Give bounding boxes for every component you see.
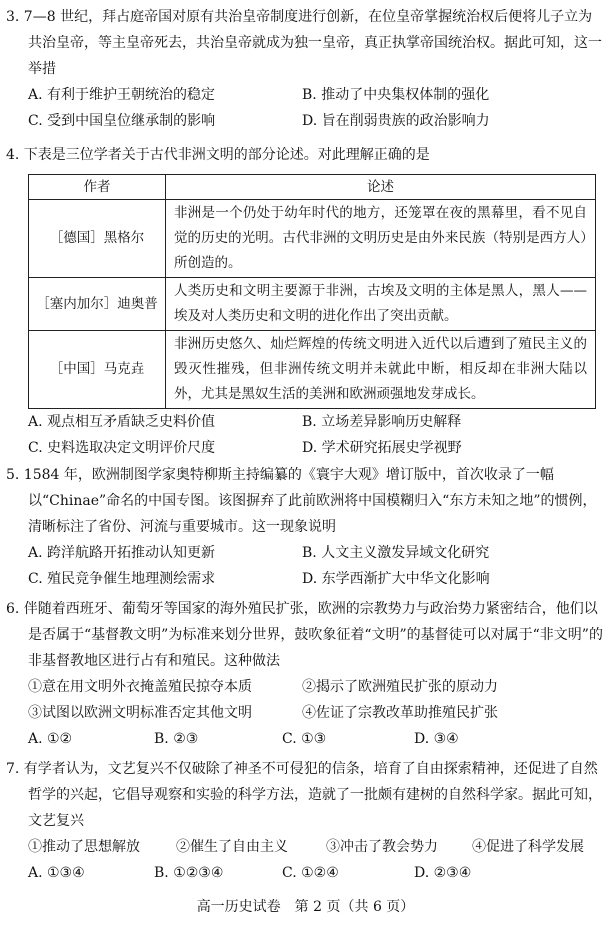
scholars-table [28, 174, 596, 409]
question-5-stem: 5. 1584 年，欧洲制图学家奥特柳斯主持编纂的《寰宇大观》增订版中，首次收录了一幅以“Chinae”命名的中国专图。该图摒弃了此前欧洲将中国模糊归入“东方未知之地”的惯例，清晰标注了省份、河流与重要城市。这一现象说明 [6, 467, 597, 535]
table-cell-text: 非洲历史悠久、灿烂辉煌的传统文明进入近代以后遭到了殖民主义的毁灭性摧残，但非洲传统文明并未就此中断，相反却在非洲大陆以外，尤其是黑奴生活的美洲和欧洲顽强地发芽成长。 [166, 331, 596, 409]
option-d[interactable]: D. ②③④ [414, 865, 472, 881]
option-d[interactable]: D. 旨在削弱贵族的政治影响力 [302, 113, 490, 129]
option-a[interactable]: A. 跨洋航路开拓推动认知更新 [28, 545, 216, 561]
option-c[interactable]: C. 受到中国皇位继承制的影响 [28, 113, 216, 129]
question-3-options [6, 82, 605, 134]
question-4-options-block [6, 409, 605, 461]
question-6-stem: 6. 伴随着西班牙、葡萄牙等国家的海外殖民扩张，欧洲的宗教势力与政治势力紧密结合，他们以是否属于“基督教文明”为标准来划分世界，鼓吹象征着“文明”的基督徒可以对属于“非文明”的非基督教地区进行占有和殖民。这种做法 [6, 601, 603, 669]
question-7-options [6, 860, 605, 886]
table-cell-author: ［塞内加尔］迪奥普 [29, 278, 166, 331]
question-5-options [6, 540, 605, 592]
statement-1: ①意在用文明外衣掩盖殖民掠夺本质 [28, 679, 252, 695]
table-cell-author: ［中国］马克垚 [29, 331, 166, 409]
option-a[interactable]: A. 有利于维护王朝统治的稳定 [28, 87, 216, 103]
option-c[interactable]: C. ①②④ [282, 865, 339, 881]
option-b[interactable]: B. 立场差异影响历史解释 [302, 414, 462, 430]
question-6 [6, 596, 605, 752]
statement-1: ①推动了思想解放 [28, 839, 140, 855]
option-a[interactable]: A. ①③④ [28, 865, 85, 881]
statement-4: ④促进了科学发展 [472, 839, 584, 855]
option-b[interactable]: B. ②③ [154, 731, 199, 747]
table-header-statement: 论述 [166, 175, 596, 200]
option-d[interactable]: D. 学术研究拓展史学视野 [302, 440, 462, 456]
option-d[interactable]: D. 东学西渐扩大中华文化影响 [302, 571, 490, 587]
table-row [29, 331, 596, 409]
question-7 [6, 756, 605, 886]
question-6-statements [6, 674, 605, 726]
option-c[interactable]: C. 殖民竞争催生地理测绘需求 [28, 571, 216, 587]
question-3 [6, 4, 605, 134]
table-cell-text: 人类历史和文明主要源于非洲，古埃及文明的主体是黑人，黑人——埃及对人类历史和文明的进化作出了突出贡献。 [166, 278, 596, 331]
question-5 [6, 462, 605, 592]
question-6-options [6, 726, 605, 752]
table-header-row [29, 175, 596, 200]
statement-2: ②催生了自由主义 [176, 839, 288, 855]
table-row [29, 200, 596, 278]
question-7-statements [6, 834, 605, 860]
page-footer: 高一历史试卷 第 2 页（共 6 页） [196, 899, 415, 915]
option-b[interactable]: B. 人文主义激发异域文化研究 [302, 545, 490, 561]
table-cell-author: ［德国］黑格尔 [29, 200, 166, 278]
option-d[interactable]: D. ③④ [414, 731, 459, 747]
question-4-stem: 4. 下表是三位学者关于古代非洲文明的部分论述。对此理解正确的是 [6, 147, 430, 163]
table-header-author: 作者 [29, 175, 166, 200]
option-c[interactable]: C. ①③ [282, 731, 327, 747]
statement-2: ②揭示了欧洲殖民扩张的原动力 [302, 679, 498, 695]
option-a[interactable]: A. 观点相互矛盾缺乏史料价值 [28, 414, 216, 430]
option-c[interactable]: C. 史料选取决定文明评价尺度 [28, 440, 216, 456]
statement-4: ④佐证了宗教改革助推殖民扩张 [302, 705, 498, 721]
option-a[interactable]: A. ①② [28, 731, 73, 747]
table-cell-text: 非洲是一个仍处于幼年时代的地方，还笼罩在夜的黑幕里，看不见自觉的历史的光明。古代非洲的文明历史是由外来民族（特别是西方人）所创造的。 [166, 200, 596, 278]
statement-3: ③试图以欧洲文明标准否定其他文明 [28, 705, 252, 721]
question-7-stem: 7. 有学者认为，文艺复兴不仅破除了神圣不可侵犯的信条，培育了自由探索精神，还促进了自然哲学的兴起，它倡导观察和实验的科学方法，造就了一批颇有建树的自然科学家。据此可知，文艺复兴 [6, 761, 602, 829]
question-4-options [6, 409, 605, 461]
option-b[interactable]: B. 推动了中央集权体制的强化 [302, 87, 490, 103]
option-b[interactable]: B. ①②③④ [154, 865, 224, 881]
question-4 [6, 142, 605, 168]
table-row [29, 278, 596, 331]
question-3-stem: 3. 7—8 世纪，拜占庭帝国对原有共治皇帝制度进行创新，在位皇帝掌握统治权后便将儿子立为共治皇帝，等主皇帝死去，共治皇帝就成为独一皇帝，真正执掌帝国统治权。据此可知，这一举措 [6, 9, 602, 77]
statement-3: ③冲击了教会势力 [326, 839, 438, 855]
